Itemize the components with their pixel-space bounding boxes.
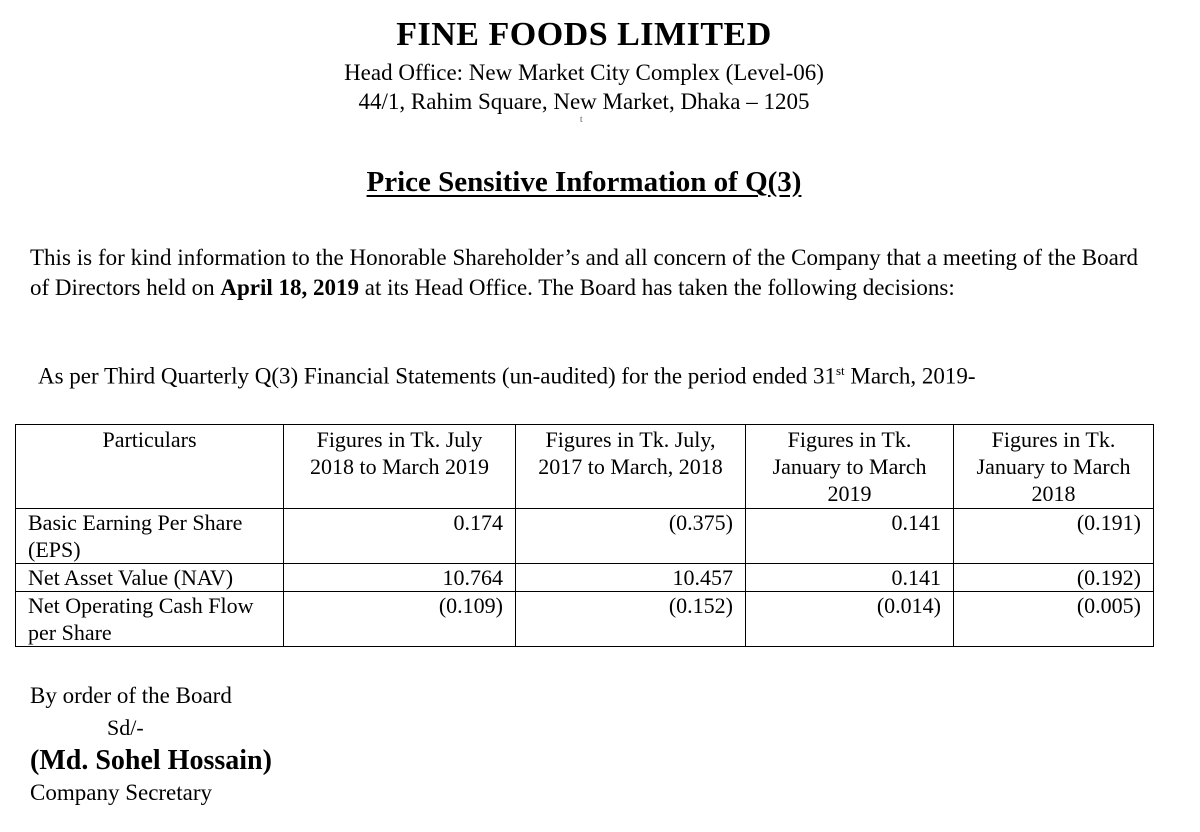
column-header: Figures in Tk. January to March 2019 [746,425,954,509]
table-cell: (0.005) [954,592,1154,647]
column-header: Particulars [16,425,284,509]
row-label: Basic Earning Per Share (EPS) [16,509,284,564]
intro-paragraph [30,243,1138,303]
table-row [16,564,1154,592]
address-line-2: 44/1, Rahim Square, New Market, Dhaka – 1205 [358,89,810,114]
meeting-date: April 18, 2019 [220,275,359,300]
row-label: Net Operating Cash Flow per Share [16,592,284,647]
intro-text-before: This is for kind information to the Honorable Shareholder’s and all concern of the Company that a meeting of the Board of Directors held on [30,245,1138,300]
column-header: Figures in Tk. January to March 2018 [954,425,1154,509]
table-cell: 0.141 [746,509,954,564]
row-label: Net Asset Value (NAV) [16,564,284,592]
intro-text-after: at its Head Office. The Board has taken the following decisions: [358,275,955,300]
table-cell: 0.141 [746,564,954,592]
financial-results-table [15,424,1154,647]
period-statement [38,363,976,390]
address-line-1: Head Office: New Market City Complex (Level-06) [344,60,824,85]
table-cell: (0.191) [954,509,1154,564]
table-cell: (0.375) [516,509,746,564]
table-cell: (0.192) [954,564,1154,592]
column-header: Figures in Tk. July 2018 to March 2019 [284,425,516,509]
period-text-before: As per Third Quarterly Q(3) Financial Statements (un-audited) for the period ended 31 [38,363,836,389]
period-superscript: st [835,363,845,378]
table-cell: (0.014) [746,592,954,647]
table-row [16,509,1154,564]
document-title [0,166,1168,199]
signatory-role: Company Secretary [30,780,213,805]
signature-mark: Sd/- [107,715,144,740]
table-header-row [16,425,1154,509]
document-title-text: Price Sensitive Information of Q(3) [366,166,802,198]
table-cell: (0.152) [516,592,746,647]
by-order-text: By order of the Board [30,683,232,708]
table-cell: 10.764 [284,564,516,592]
table-cell: 10.457 [516,564,746,592]
period-text-after: March, 2019- [844,363,976,389]
signatory-name: (Md. Sohel Hossain) [30,745,272,776]
table-cell: 0.174 [284,509,516,564]
company-name: FINE FOODS LIMITED [396,16,772,53]
column-header: Figures in Tk. July, 2017 to March, 2018 [516,425,746,509]
stray-mark: t [580,114,583,124]
table-cell: (0.109) [284,592,516,647]
table-row [16,592,1154,647]
